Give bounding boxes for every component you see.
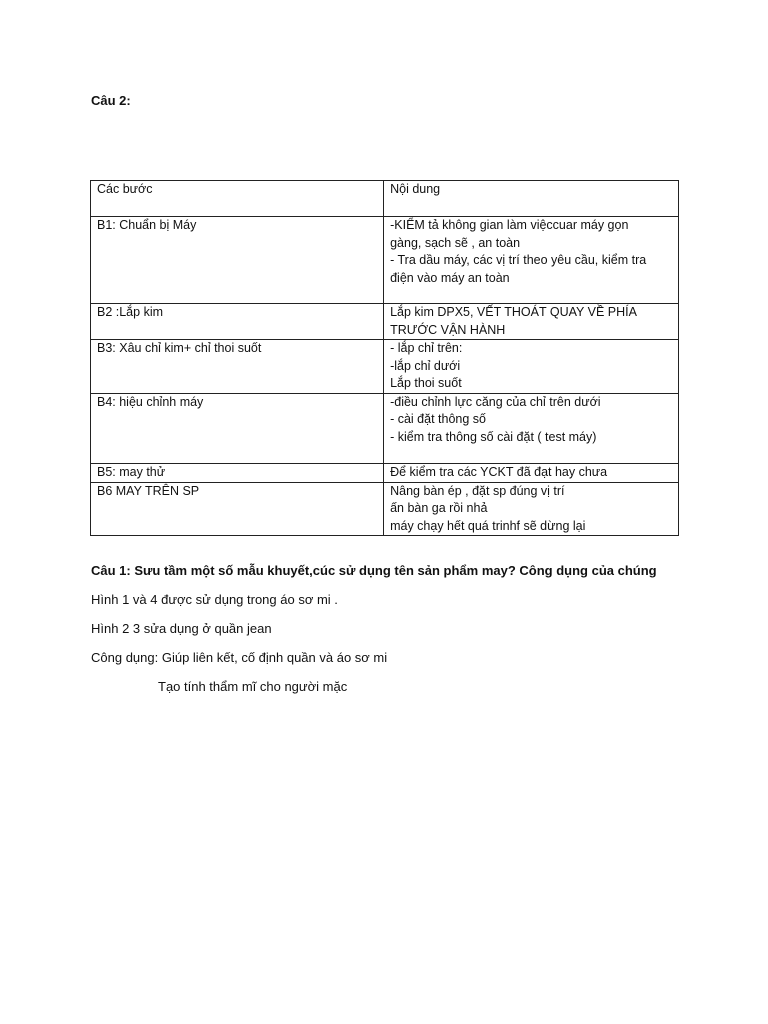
content-line: -lắp chỉ dưới: [390, 358, 461, 373]
step-cell: B2 :Lắp kim: [91, 304, 384, 340]
table-row: [91, 393, 679, 463]
step-cell: B5: may thử: [91, 463, 384, 482]
content-line: Để kiểm tra các YCKT đã đạt hay chưa: [390, 464, 608, 479]
content-cell: [384, 393, 679, 463]
content-line: TRƯỚC VẬN HÀNH: [390, 322, 506, 337]
question-1-heading: Câu 1: Sưu tầm một số mẫu khuyết,cúc sử dụng tên sản phẩm may? Công dụng của chúng: [91, 563, 657, 578]
step-cell: B4: hiệu chỉnh máy: [91, 393, 384, 463]
content-line: ấn bàn ga rồi nhả: [390, 501, 488, 515]
step-cell: B1: Chuẩn bị Máy: [91, 217, 384, 304]
content-cell: [384, 463, 679, 482]
table-row: [91, 217, 679, 304]
content-line: - cài đặt thông số: [390, 412, 486, 426]
content-cell: [384, 340, 679, 394]
content-line: gàng, sạch sẽ , an toàn: [390, 235, 521, 250]
answer-line-indented: Tạo tính thẩm mĩ cho người mặc: [158, 679, 348, 694]
question-1-section: [91, 562, 711, 696]
content-line: - Tra dầu máy, các vị trí theo yêu cầu, kiểm tra: [390, 253, 647, 267]
content-line: Nâng bàn ép , đặt sp đúng vị trí: [390, 483, 565, 498]
content-line: Lắp kim DPX5, VẾT THOÁT QUAY VỀ PHÍA: [390, 305, 637, 319]
question-2-heading: Câu 2:: [91, 93, 131, 108]
answer-line: Hình 1 và 4 được sử dụng trong áo sơ mi .: [91, 592, 338, 607]
table-row: [91, 463, 679, 482]
table-row: [91, 482, 679, 536]
content-line: máy chạy hết quá trinhf sẽ dừng lại: [390, 518, 586, 533]
content-cell: [384, 482, 679, 536]
content-line: -KIỂM tả không gian làm việccuar máy gọn: [390, 218, 629, 232]
answer-line: Hình 2 3 sửa dụng ở quần jean: [91, 621, 272, 636]
answer-line: Công dụng: Giúp liên kết, cố định quần và áo sơ mi: [91, 650, 388, 665]
table-row: [91, 340, 679, 394]
step-cell: B3: Xâu chỉ kim+ chỉ thoi suốt: [91, 340, 384, 394]
content-cell: [384, 217, 679, 304]
table-row: [91, 304, 679, 340]
steps-table: [90, 180, 679, 536]
content-line: Lắp thoi suốt: [390, 376, 462, 390]
content-line: - kiểm tra thông số cài đặt ( test máy): [390, 429, 597, 444]
content-cell: [384, 304, 679, 340]
step-cell: B6 MAY TRÊN SP: [91, 482, 384, 536]
header-cell-content: Nội dung: [384, 181, 679, 217]
content-line: - lắp chỉ trên:: [390, 341, 463, 355]
header-cell-steps: Các bước: [91, 181, 384, 217]
table-header-row: [91, 181, 679, 217]
content-line: -điều chỉnh lực căng của chỉ trên dưới: [390, 394, 601, 409]
content-line: điện vào máy an toàn: [390, 270, 510, 285]
